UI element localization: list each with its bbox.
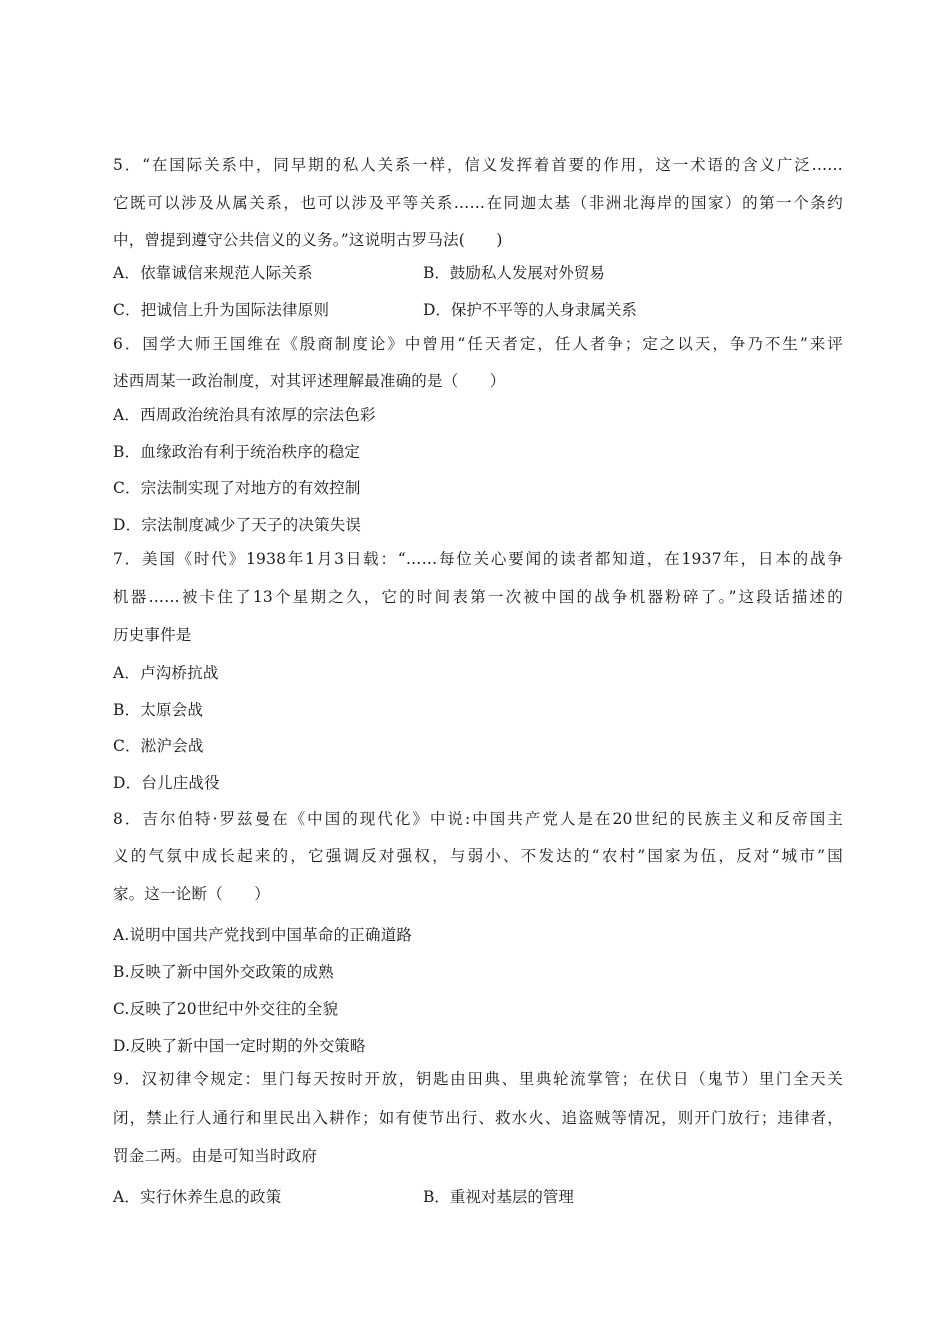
q9-option-b[interactable]: B．重视对基层的管理 [423, 1188, 574, 1206]
q7-option-d[interactable]: D．台儿庄战役 [113, 774, 220, 792]
q7-stem-line-2: 机器……被卡住了13个星期之久，它的时间表第一次被中国的战争机器粉碎了。”这段话描述的 [113, 588, 843, 606]
q5-stem-line-2: 它既可以涉及从属关系，也可以涉及平等关系……在同迦太基（非洲北海岸的国家）的第一个条约 [113, 194, 843, 212]
q7-option-b[interactable]: B．太原会战 [113, 701, 204, 719]
q7-option-c[interactable]: C．淞沪会战 [113, 737, 204, 755]
q8-option-b[interactable]: B.反映了新中国外交政策的成熟 [113, 963, 334, 981]
q6-option-d[interactable]: D．宗法制度减少了天子的决策失误 [113, 516, 362, 534]
q9-stem-line-2: 闭，禁止行人通行和里民出入耕作；如有使节出行、救水火、追盗贼等情况，则开门放行；违律者， [113, 1109, 843, 1127]
q8-option-a[interactable]: A.说明中国共产党找到中国革命的正确道路 [113, 926, 413, 944]
q8-stem-line-2: 义的气氛中成长起来的，它强调反对强权，与弱小、不发达的“农村”国家为伍，反对“城市”国 [113, 847, 843, 865]
q5-option-c[interactable]: C．把诚信上升为国际法律原则 [113, 301, 330, 319]
q9-stem-line-3: 罚金二两。由是可知当时政府 [113, 1147, 318, 1165]
q9-option-a[interactable]: A．实行休养生息的政策 [113, 1188, 282, 1206]
q8-stem-line-3: 家。这一论断（ ） [113, 885, 271, 903]
q6-option-b[interactable]: B．血缘政治有利于统治秩序的稳定 [113, 443, 361, 461]
q5-option-b[interactable]: B．鼓励私人发展对外贸易 [423, 264, 605, 282]
q7-option-a[interactable]: A．卢沟桥抗战 [113, 664, 219, 682]
q5-stem-line-3: 中，曾提到遵守公共信义的义务。”这说明古罗马法( ) [113, 231, 503, 249]
q5-stem-line-1: 5．“在国际关系中，同早期的私人关系一样，信义发挥着首要的作用，这一术语的含义广泛…… [113, 156, 843, 174]
q6-stem-line-2: 述西周某一政治制度，对其评述理解最准确的是（ ） [113, 372, 506, 390]
q8-option-d[interactable]: D.反映了新中国一定时期的外交策略 [113, 1037, 366, 1055]
q5-option-a[interactable]: A．依靠诚信来规范人际关系 [113, 264, 313, 282]
q6-option-c[interactable]: C．宗法制实现了对地方的有效控制 [113, 479, 361, 497]
q7-stem-line-1: 7．美国《时代》1938年1月3日载：“……每位关心要闻的读者都知道，在1937年，日本的战争 [113, 550, 843, 568]
q6-stem-line-1: 6．国学大师王国维在《殷商制度论》中曾用“任天者定，任人者争；定之以天，争乃不生”来评 [113, 335, 843, 353]
q5-option-d[interactable]: D．保护不平等的人身隶属关系 [423, 301, 637, 319]
q6-option-a[interactable]: A．西周政治统治具有浓厚的宗法色彩 [113, 406, 376, 424]
q9-stem-line-1: 9．汉初律令规定：里门每天按时开放，钥匙由田典、里典轮流掌管；在伏日（鬼节）里门全天关 [113, 1070, 843, 1088]
q7-stem-line-3: 历史事件是 [113, 626, 192, 644]
q8-stem-line-1: 8．吉尔伯特·罗兹曼在《中国的现代化》中说:中国共产党人是在20世纪的民族主义和反帝国主 [113, 810, 843, 828]
q8-option-c[interactable]: C.反映了20世纪中外交往的全貌 [113, 1000, 339, 1018]
